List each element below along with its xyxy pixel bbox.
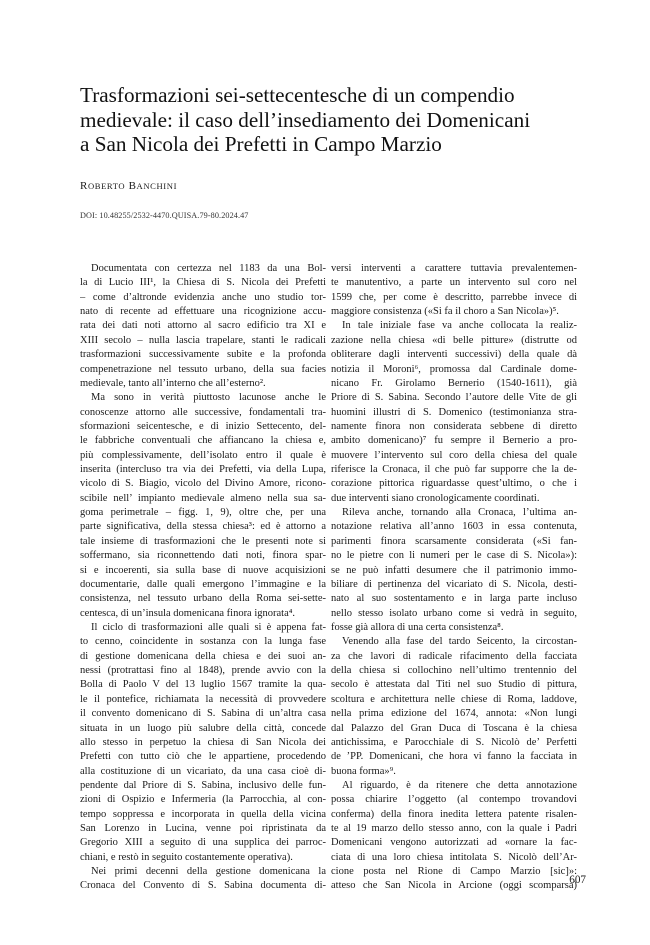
text-line: nicano Fr. Girolamo Bernerio (1540-1611), già xyxy=(331,377,577,389)
text-line: Priore di S. Sabina. Secondo l’autore delle Vite de gli xyxy=(331,392,577,404)
text-line: nato di recente ad effettuare una ricognizione accu- xyxy=(80,306,326,318)
text-line: XIII secolo – nulla lascia trapelare, stanti le radicali xyxy=(80,334,326,346)
text-line: te al 19 marzo dello stesso anno, con la quale i Padri xyxy=(331,823,577,835)
text-line: obliterare dagli interventi successivi) della quale dà xyxy=(331,349,577,361)
text-line: secolo è attestata dal Titi nel suo Studio di pittura, xyxy=(331,679,577,691)
doi: DOI: 10.48255/2532-4470.QUISA.79-80.2024.47 xyxy=(80,211,249,220)
text-line: riferisce la Cronaca, il che può far supporre che la de- xyxy=(331,464,577,476)
text-line: scoltura e architettura nelle chiese di Roma, laddove, xyxy=(331,693,577,705)
text-line: buona forma»⁹. xyxy=(331,765,396,777)
text-line: tale insieme di trasformazioni che le presenti note si xyxy=(80,535,326,547)
text-line: parte significativa, della stessa chiesa³: ed è attorno a xyxy=(80,521,326,533)
text-line: rata dei dati noti attorno al sacro edificio tra XI e xyxy=(80,320,326,332)
text-line: nello stesso isolato urbano come si vedrà in seguito, xyxy=(331,607,577,619)
text-line: della chiesa si collochino nell’ultimo trentennio del xyxy=(331,665,577,677)
text-line: consistenza, nel tessuto urbano della Roma sei-sette- xyxy=(80,593,326,605)
text-line: sformazioni seicentesche, e di inizio Settecento, del- xyxy=(80,420,326,432)
text-line: zioni di Ospizio e Infermeria (la Parrocchia, al con- xyxy=(80,794,326,806)
text-line: versi interventi a carattere tuttavia prevalentemen- xyxy=(331,263,577,274)
text-line: pendente dal Priore di S. Sabina, inclusivo delle fun- xyxy=(80,779,326,791)
author-name xyxy=(80,180,177,192)
text-line: la di Lucio III¹, la Chiesa di S. Nicola dei Prefetti xyxy=(80,277,326,289)
body-column-right xyxy=(331,262,577,894)
text-line: huomini illustri di S. Domenico (testimonianza stra- xyxy=(331,406,577,418)
text-line: de ’PP. Domenicani, che hora vi fanno la facciata in xyxy=(331,751,577,763)
text-line: il convento domenicano di S. Sabina di un’altra casa xyxy=(80,708,326,720)
text-line: Domenicani vengono autorizzati ad «ornare la fac- xyxy=(331,837,577,849)
text-line: corazione pittorica riguardasse quest’ultimo, o che i xyxy=(331,478,577,490)
title-line: a San Nicola dei Prefetti in Campo Marzio xyxy=(80,132,442,156)
text-line: di gestione domenicana della chiesa e dei suoi an- xyxy=(80,650,326,662)
author-initial: B xyxy=(128,180,137,192)
text-line: Gregorio XIII a seguito di una supplica dei parroc- xyxy=(80,837,326,849)
author-first-rest: OBERTO xyxy=(87,181,126,191)
text-line: possa chiarire l’oggetto (al contempo trovandovi xyxy=(331,794,577,806)
text-line: goma perimetrale – figg. 1, 9), oltre che, per una xyxy=(80,507,326,519)
text-line: chiani, e restò in seguito costantemente operativa). xyxy=(80,851,293,863)
text-line: Nei primi decenni della gestione domenicana la xyxy=(91,866,326,878)
text-line: maggiore consistenza («Si fa il choro a San Nicola»)⁵. xyxy=(331,306,559,318)
text-line: compenetrazione nel tessuto urbano, della sua facies xyxy=(80,363,326,375)
text-line: Ma sono in verità piuttosto lacunose anche le xyxy=(91,392,326,404)
text-line: biliare di pertinenza del vicariato di S. Nicola, desti- xyxy=(331,578,577,590)
text-line: Cronaca del Convento di S. Sabina documenta di- xyxy=(80,880,326,892)
text-line: trasformazioni successivamente subite e la profonda xyxy=(80,349,326,361)
text-line: Prefetti con tutto ciò che le appartiene, procedendo xyxy=(80,751,326,763)
text-line: allo stesso in perpetuo la chiesa di San Nicola dei xyxy=(80,736,326,748)
text-line: cione posta nel Rione di Campo Marzio [sic]»: xyxy=(331,866,577,878)
text-line: muovere l’intervento sul coro della chiesa del quale xyxy=(331,449,577,461)
text-line: Il ciclo di trasformazioni alle quali si è appena fat- xyxy=(91,621,326,633)
text-line: dal Palazzo del Gran Duca di Toscana è la chiesa xyxy=(331,722,577,734)
text-line: le fabbriche conventuali che affiancano la chiesa e, xyxy=(80,435,326,447)
text-line: 1599 che, per come è descritto, parrebbe invece di xyxy=(331,291,577,303)
text-line: più complessivamente, dell’isolato entro il quale è xyxy=(80,449,326,461)
text-line: antichissima, e Parocchiale di S. Nicolò de’ Perfetti xyxy=(331,736,577,748)
text-line: no le pietre con li numeri per le case di S. Nicola»): xyxy=(331,550,577,562)
text-line: te manutentivo, a parte un intervento sul coro nel xyxy=(331,277,577,289)
text-line: zazione nella chiesa «di belle pitture» (distrutte od xyxy=(331,334,577,346)
text-line: ciata di una loro chiesa intitolata S. Nicolò dell’Ar- xyxy=(331,851,577,863)
text-line: le il pontefice, richiamata la necessità di provvedere xyxy=(80,693,326,705)
text-line: medievale, tanto all’interno che all’esterno². xyxy=(80,377,266,389)
text-line: Bolla di Paolo V del 13 luglio 1567 tramite la qua- xyxy=(80,679,326,691)
text-line: scibile nell’ impianto medievale almeno nella sua sa- xyxy=(80,492,326,504)
text-line: parimenti finora scarsamente considerata («Si fan- xyxy=(331,535,577,547)
text-line: atteso che San Nicola in Arcione (oggi scomparsa) xyxy=(331,880,577,892)
text-line: notizia il Moroni⁶, promossa dal Cardinale dome- xyxy=(331,363,577,375)
text-line: centesca, di un’insula domenicana finora ignorata⁴. xyxy=(80,607,296,619)
text-line: situata in un luogo più salubre della città, concede xyxy=(80,722,326,734)
author-initial: R xyxy=(80,180,88,192)
text-line: fosse già allora di una certa consistenza⁸. xyxy=(331,621,504,633)
text-line: alla costituzione di un vicariato, da una casa cioè di- xyxy=(80,765,326,777)
text-line: Venendo alla fase del tardo Seicento, la circostan- xyxy=(342,636,577,648)
text-line: namente finora non considerata sebbene di diretto xyxy=(331,420,577,432)
text-line: nella prima edizione del 1674, annota: «Non lungi xyxy=(331,708,577,720)
text-line: due interventi siano cronologicamente coordinati. xyxy=(331,492,540,504)
text-line: conferma) della finora inedita lettera patente risalen- xyxy=(331,808,577,820)
text-line: vicolo di S. Biagio, vicolo del Divino Amore, ricono- xyxy=(80,478,326,490)
text-line: ambito domenicano)⁷ fu sempre il Bernerio a pro- xyxy=(331,435,577,447)
text-line: za che lavori di radicale rifacimento della facciata xyxy=(331,650,577,662)
page-number: 607 xyxy=(569,874,586,886)
text-line: conoscenze attorno alle successive, fondamentali tra- xyxy=(80,406,326,418)
text-line: nato al suo sostentamento e in larga parte incluso xyxy=(331,593,577,605)
body-column-left xyxy=(80,262,326,894)
author-last-rest: ANCHINI xyxy=(136,181,178,191)
text-line: Documentata con certezza nel 1183 da una Bol- xyxy=(91,263,326,274)
text-line: San Lorenzo in Lucina, venne poi ripristinata da xyxy=(80,823,326,835)
text-line: soffermano, sia riconnettendo dati noti, finora spar- xyxy=(80,550,326,562)
text-line: tempo soppressa e incorporata in quella della vicina xyxy=(80,808,326,820)
title-line: Trasformazioni sei-settecentesche di un compendio xyxy=(80,83,515,107)
text-line: In tale iniziale fase va anche collocata la realiz- xyxy=(342,320,577,332)
text-line: se ne può infatti desumere che il patrimonio immo- xyxy=(331,564,577,576)
text-line: documentarie, dalle quali emergono l’immagine e la xyxy=(80,578,326,590)
text-line: Al riguardo, è da ritenere che detta annotazione xyxy=(342,779,577,791)
text-line: Rileva anche, tornando alla Cronaca, l’ultima an- xyxy=(342,507,577,519)
text-line: notazione relativa all’anno 1603 in essa contenuta, xyxy=(331,521,577,533)
text-line: inserita (intercluso tra via dei Prefetti, via della Lupa, xyxy=(80,464,326,476)
text-line: si e incoerenti, sia sulla base di nuove acquisizioni xyxy=(80,564,326,576)
text-line: to cenno, coincidente in sostanza con la lunga fase xyxy=(80,636,326,648)
text-line: nessi (protrattasi fino al 1848), prende avvio con la xyxy=(80,665,326,677)
title-line: medievale: il caso dell’insediamento dei Domenicani xyxy=(80,107,531,132)
text-line: – come d’altronde evidenzia anche uno studio tor- xyxy=(80,291,326,303)
article-title xyxy=(80,83,580,157)
